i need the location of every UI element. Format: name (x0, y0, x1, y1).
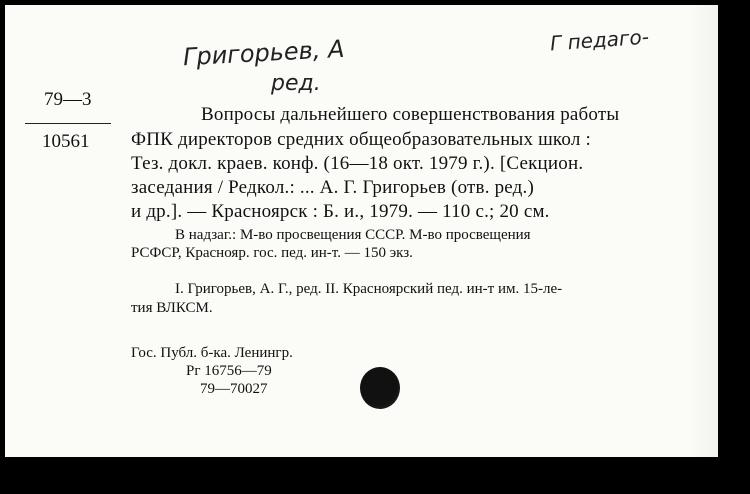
entry-line-4: заседания / Редкол.: ... А. Г. Григорьев (отв. ред.) (131, 177, 535, 198)
library-stamp-line-3: 79—70027 (200, 381, 268, 397)
entry-line-2: ФПК директоров средних общеобразовательных школ : (131, 129, 591, 150)
handwritten-subject-note: Г педаго- (549, 24, 650, 56)
entry-line-3: Тез. докл. краев. конф. (16—18 окт. 1979 г.). [Секцион. (131, 153, 584, 174)
tracing-line-2: тия ВЛКСМ. (131, 300, 213, 316)
shelf-number: 79—3 (44, 89, 92, 110)
tracing-line-1: I. Григорьев, А. Г., ред. II. Красноярский пед. ин-т им. 15-ле- (175, 281, 563, 297)
handwritten-editor-note: ред. (271, 71, 321, 96)
note-line-1: В надзаг.: М-во просвещения СССР. М-во просвещения (175, 227, 531, 243)
card-edge-shadow (690, 5, 718, 457)
library-stamp-line-2: Рг 16756—79 (186, 363, 272, 379)
library-stamp-line-1: Гос. Публ. б-ка. Ленингр. (131, 345, 293, 361)
entry-line-5: и др.]. — Красноярск : Б. и., 1979. — 110 с.; 20 см. (131, 201, 550, 222)
punch-hole (360, 367, 400, 409)
handwritten-author-note: Григорьев, А (182, 34, 346, 72)
inventory-number: 10561 (42, 131, 90, 152)
catalog-card (5, 5, 718, 457)
call-number-rule (25, 123, 111, 124)
note-line-2: РСФСР, Краснояр. гос. пед. ин-т. — 150 экз. (131, 245, 413, 261)
entry-line-1: Вопросы дальнейшего совершенствования работы (201, 104, 620, 125)
